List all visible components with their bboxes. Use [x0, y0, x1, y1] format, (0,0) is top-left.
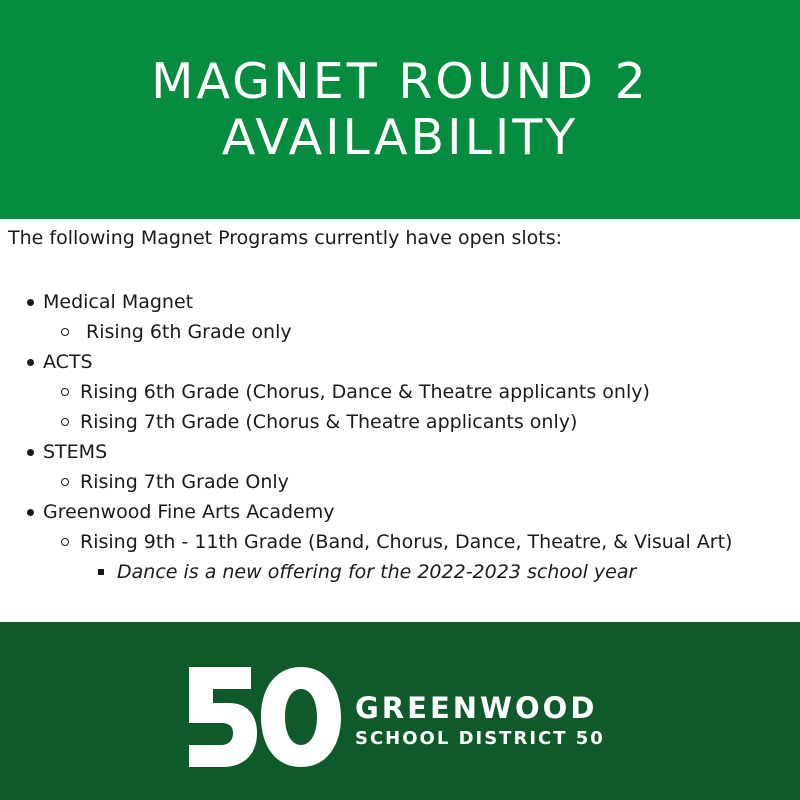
program-detail — [0, 527, 800, 557]
program-detail — [0, 317, 800, 347]
program-detail-text: Rising 7th Grade Only — [80, 471, 289, 493]
program-note — [0, 557, 800, 587]
program-name: Greenwood Fine Arts Academy — [43, 501, 335, 523]
program-detail — [0, 377, 800, 407]
page-title-line-2: AVAILABILITY — [221, 108, 579, 166]
bullet-icon — [27, 449, 34, 456]
circle-bullet-icon — [61, 388, 69, 396]
program-item-medical-magnet — [0, 287, 800, 317]
page-title-line-1: MAGNET ROUND 2 — [151, 52, 649, 110]
circle-bullet-icon — [61, 538, 69, 546]
header-banner — [0, 0, 800, 219]
footer-banner — [0, 622, 800, 800]
program-note-text: Dance is a new offering for the 2022-2023 school year — [117, 561, 637, 583]
district-name: GREENWOOD — [355, 691, 598, 725]
circle-bullet-icon — [61, 418, 69, 426]
circle-bullet-icon — [61, 478, 69, 486]
program-detail-text: Rising 6th Grade (Chorus, Dance & Theatre applicants only) — [80, 381, 650, 403]
program-item-fine-arts-academy — [0, 497, 800, 527]
circle-bullet-icon — [61, 328, 69, 336]
district-subtitle: SCHOOL DISTRICT 50 — [355, 728, 605, 749]
program-name: STEMS — [43, 441, 108, 463]
program-item-acts — [0, 347, 800, 377]
district-50-logo — [189, 667, 341, 767]
bullet-icon — [27, 509, 34, 516]
program-detail-text: Rising 7th Grade (Chorus & Theatre applicants only) — [80, 411, 578, 433]
bullet-icon — [27, 299, 34, 306]
program-detail-text: Rising 6th Grade only — [80, 321, 292, 343]
program-name: ACTS — [43, 351, 93, 373]
program-name: Medical Magnet — [43, 291, 194, 313]
program-detail-text: Rising 9th - 11th Grade (Band, Chorus, Dance, Theatre, & Visual Art) — [80, 531, 733, 553]
program-detail — [0, 407, 800, 437]
district-brand — [355, 691, 605, 751]
bullet-icon — [27, 359, 34, 366]
program-item-stems — [0, 437, 800, 467]
square-bullet-icon — [98, 569, 104, 575]
program-detail — [0, 467, 800, 497]
program-list — [0, 287, 800, 587]
content-area — [0, 219, 800, 622]
intro-text: The following Magnet Programs currently have open slots: — [8, 227, 563, 249]
